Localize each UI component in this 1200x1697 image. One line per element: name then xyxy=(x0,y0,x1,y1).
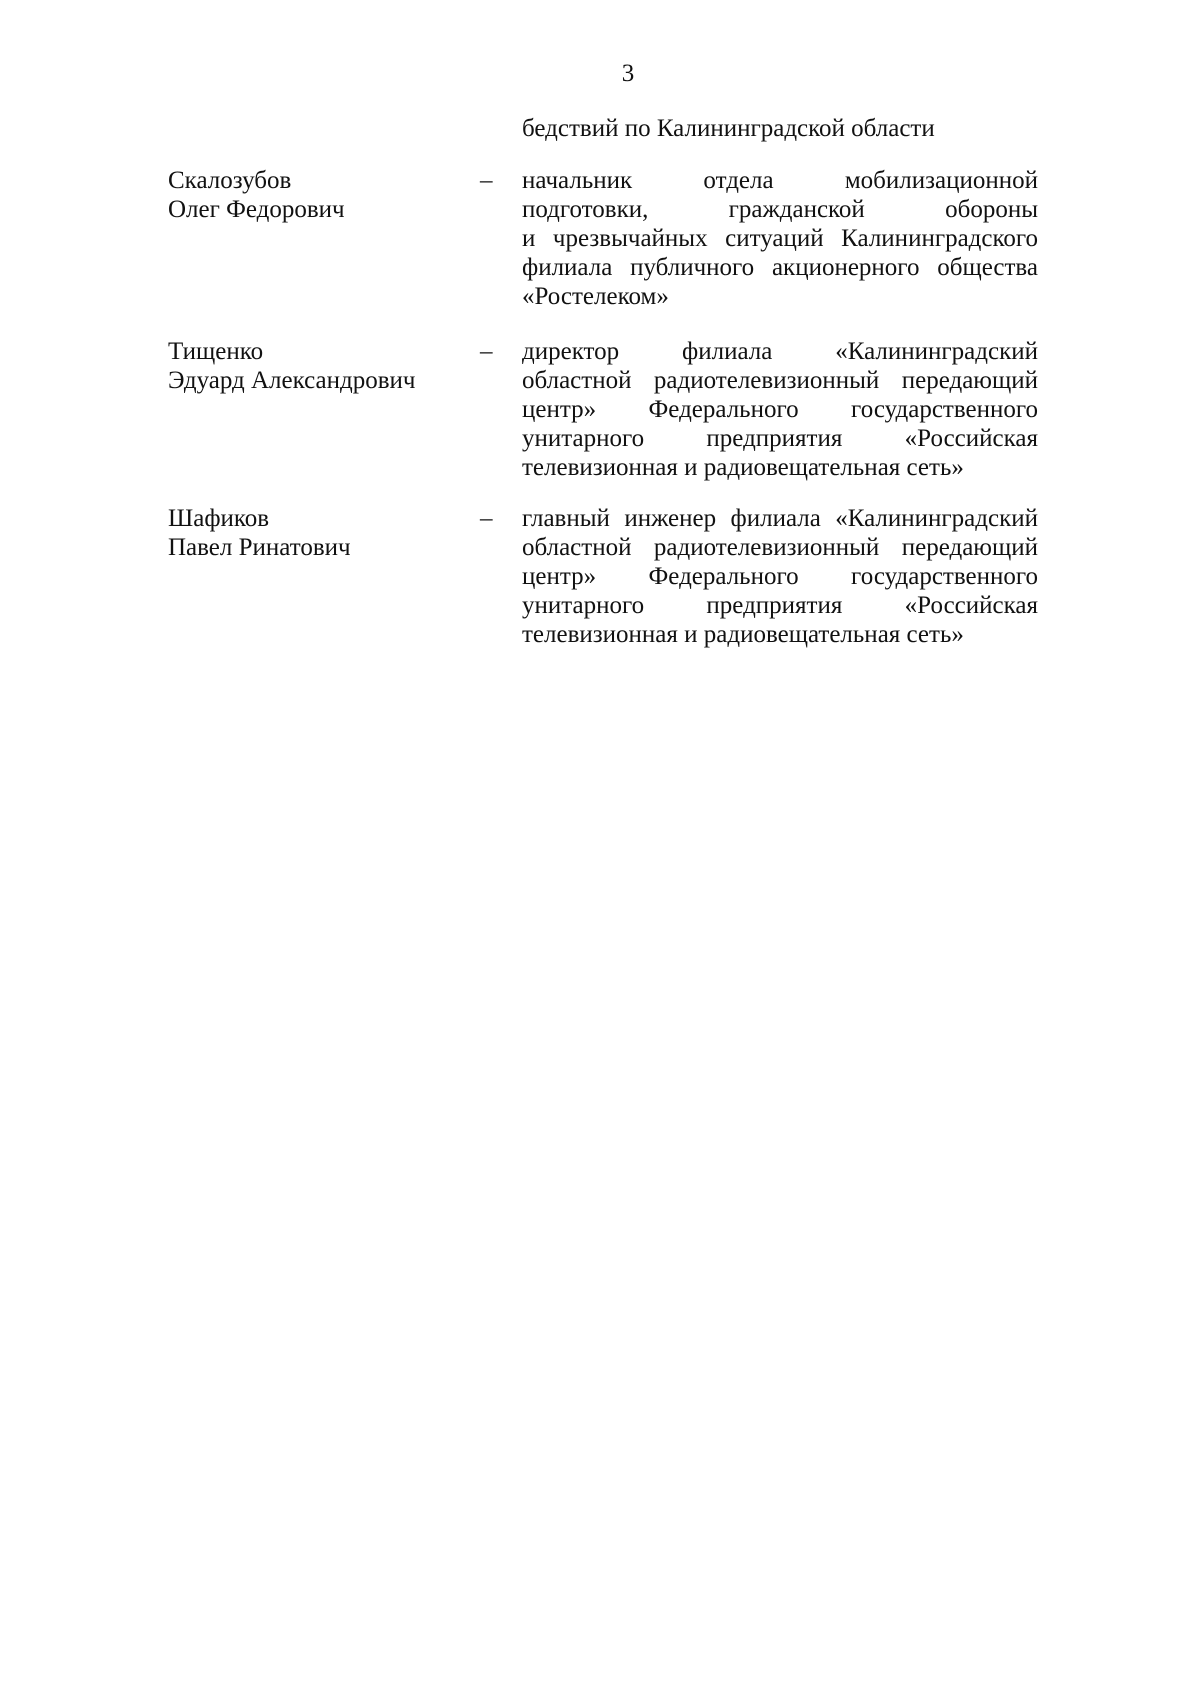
position-line: унитарного предприятия «Российская xyxy=(522,425,1038,452)
position-line: «Ростелеком» xyxy=(522,283,669,310)
dash-separator: – xyxy=(480,505,493,532)
position-line: начальник отдела мобилизационной xyxy=(522,167,1038,194)
position-line: областной радиотелевизионный передающий xyxy=(522,367,1038,394)
position-line: центр» Федерального государственного xyxy=(522,563,1038,590)
position-line: филиала публичного акционерного общества xyxy=(522,254,1038,281)
member-name xyxy=(168,504,351,562)
dash-separator: – xyxy=(480,167,493,194)
position-line: директор филиала «Калининградский xyxy=(522,338,1038,365)
page-number: 3 xyxy=(621,60,635,87)
member-position xyxy=(522,337,1038,482)
member-name xyxy=(168,166,345,224)
surname: Скалозубов xyxy=(168,167,292,194)
continuation-text: бедствий по Калининградской области xyxy=(522,115,935,142)
position-line: телевизионная и радиовещательная сеть» xyxy=(522,454,964,481)
given-names: Эдуард Александрович xyxy=(168,367,416,394)
member-name xyxy=(168,337,416,395)
given-names: Павел Ринатович xyxy=(168,534,351,561)
position-line: главный инженер филиала «Калининградский xyxy=(522,505,1038,532)
dash-separator: – xyxy=(480,338,493,365)
position-line: областной радиотелевизионный передающий xyxy=(522,534,1038,561)
position-line: телевизионная и радиовещательная сеть» xyxy=(522,621,964,648)
given-names: Олег Федорович xyxy=(168,196,345,223)
surname: Шафиков xyxy=(168,505,270,532)
position-line: подготовки, гражданской обороны xyxy=(522,196,1038,223)
member-position xyxy=(522,166,1038,311)
position-line: унитарного предприятия «Российская xyxy=(522,592,1038,619)
position-line: центр» Федерального государственного xyxy=(522,396,1038,423)
surname: Тищенко xyxy=(168,338,264,365)
position-line: и чрезвычайных ситуаций Калининградского xyxy=(522,225,1038,252)
member-position xyxy=(522,504,1038,649)
